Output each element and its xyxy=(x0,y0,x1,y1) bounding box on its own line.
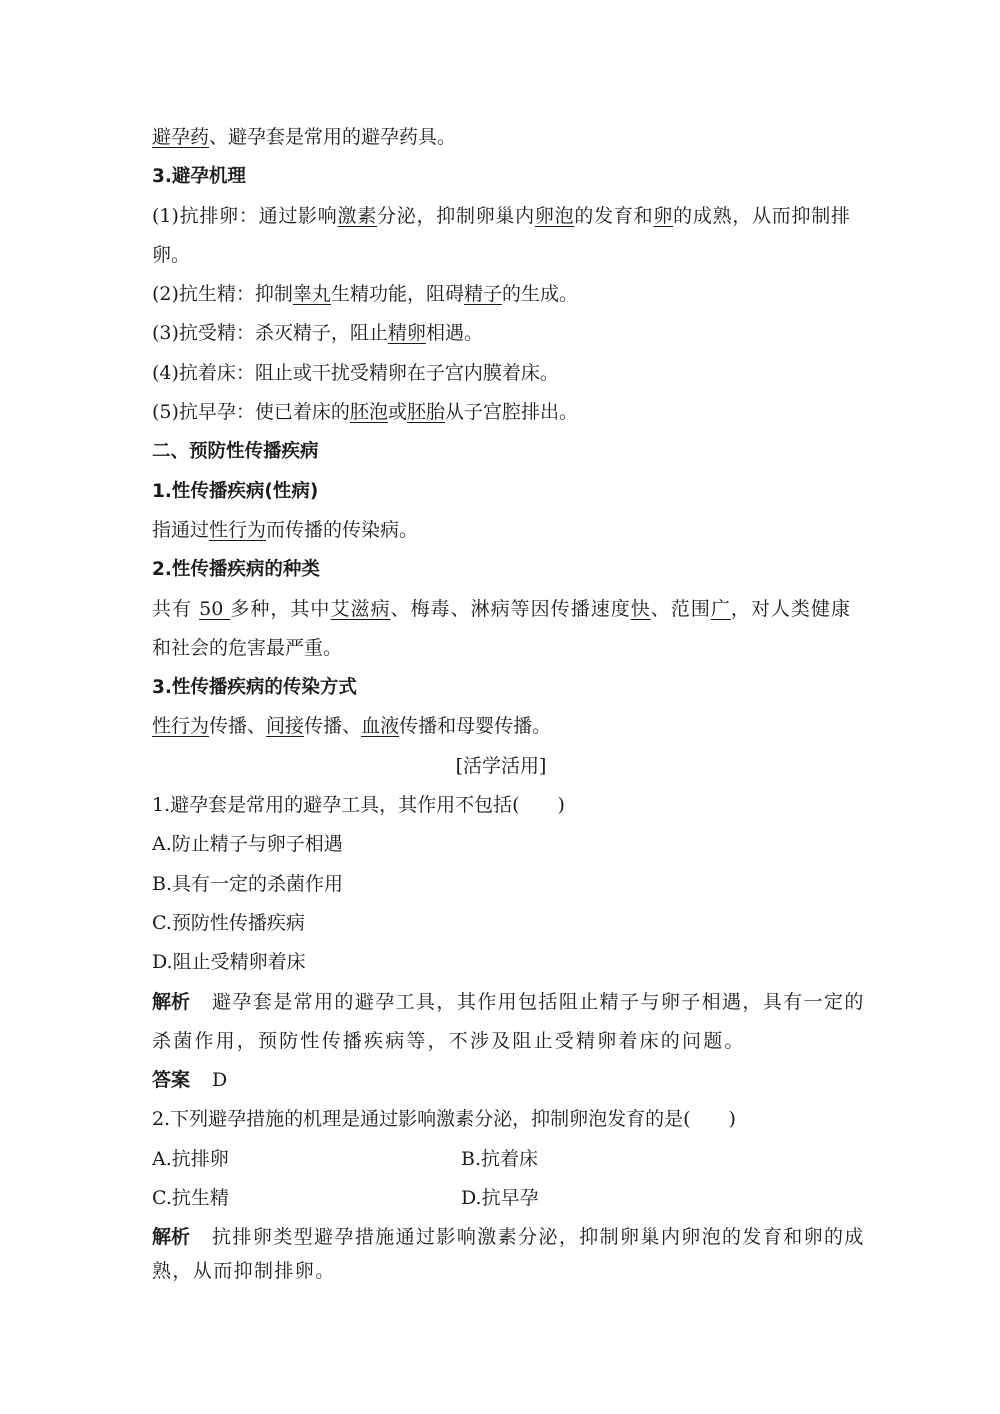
question-2-stem: 2.下列避孕措施的机理是通过影响激素分泌，抑制卵泡发育的是( ) xyxy=(152,1108,736,1131)
question-2-option-a: A.抗排卵 xyxy=(152,1147,229,1170)
question-2-analysis: 解析 抗排卵类型避孕措施通过影响激素分泌，抑制卵巢内卵泡的发育和卵的成 xyxy=(152,1226,865,1249)
answer-label: 答案 xyxy=(152,1069,191,1092)
question-2-option-b: B.抗着床 xyxy=(461,1147,539,1170)
underlined-term: 精子 xyxy=(463,283,502,306)
std-sub1-heading: 1.性传播疾病(性病) xyxy=(152,480,319,502)
mechanism-item-3: (3)抗受精：杀灭精子，阻止精卵相遇。 xyxy=(152,322,483,345)
question-2-option-d: D.抗早孕 xyxy=(461,1187,539,1210)
underlined-term: 胚胎 xyxy=(406,401,445,424)
question-1-option-a: A.防止精子与卵子相遇 xyxy=(152,833,343,856)
contraceptive-tools-line: 避孕药、避孕套是常用的避孕药具。 xyxy=(152,126,457,148)
mechanism-item-1-wrap: 卵。 xyxy=(152,243,191,266)
answer-value: D xyxy=(212,1069,228,1092)
question-1-option-c: C.预防性传播疾病 xyxy=(152,911,305,934)
mechanism-item-2: (2)抗生精：抑制睾丸生精功能，阻碍精子的生成。 xyxy=(152,283,578,306)
std-sub2-heading: 2.性传播疾病的种类 xyxy=(152,559,320,581)
underlined-term: 睾丸 xyxy=(292,283,331,306)
underlined-term: 血液 xyxy=(361,715,400,738)
underlined-term: 性行为 xyxy=(152,715,210,738)
question-1-answer xyxy=(152,1061,850,1100)
question-2-options-row-1 xyxy=(152,1140,850,1179)
mechanism-heading: 3.避孕机理 xyxy=(152,166,246,188)
std-sub1-text: 指通过性行为而传播的传染病。 xyxy=(152,518,419,541)
underlined-term: 精卵 xyxy=(387,322,426,345)
practice-title: [活学活用] xyxy=(455,754,547,777)
underlined-term: 间接 xyxy=(266,715,305,738)
std-sub2-text: 共有 50 多种，其中艾滋病、梅毒、淋病等因传播速度快、范围广，对人类健康 xyxy=(152,597,850,620)
underlined-term: 性行为 xyxy=(209,518,267,541)
underlined-term: 激素 xyxy=(337,204,378,227)
std-sub3-heading: 3.性传播疾病的传染方式 xyxy=(152,677,357,699)
std-section-heading: 二、预防性传播疾病 xyxy=(152,441,319,463)
question-1-option-d: D.阻止受精卵着床 xyxy=(152,951,306,974)
underlined-term: 卵 xyxy=(653,204,674,227)
mechanism-item-5: (5)抗早孕：使已着床的胚泡或胚胎从子宫腔排出。 xyxy=(152,401,578,424)
question-1-analysis-wrap: 杀菌作用，预防性传播疾病等，不涉及阻止受精卵着床的问题。 xyxy=(152,1029,746,1052)
std-sub2-wrap: 和社会的危害最严重。 xyxy=(152,636,343,659)
question-2-options-row-2 xyxy=(152,1179,850,1218)
question-1-analysis: 解析 避孕套是常用的避孕工具，其作用包括阻止精子与卵子相遇，具有一定的 xyxy=(152,990,865,1013)
underlined-term: 避孕药 xyxy=(152,126,210,148)
underlined-term: 胚泡 xyxy=(349,401,388,424)
underlined-term: 艾滋病 xyxy=(330,597,391,620)
analysis-label: 解析 xyxy=(152,990,191,1013)
question-2-option-c: C.抗生精 xyxy=(152,1187,229,1210)
std-sub3-text: 性行为传播、间接传播、血液传播和母婴传播。 xyxy=(152,715,552,738)
question-2-analysis-wrap: 熟，从而抑制排卵。 xyxy=(152,1259,336,1282)
document-page xyxy=(152,118,865,1285)
question-1-stem: 1.避孕套是常用的避孕工具，其作用不包括( ) xyxy=(152,794,565,817)
underlined-term: 广 xyxy=(710,597,731,620)
analysis-label: 解析 xyxy=(152,1226,191,1249)
underlined-term: 快 xyxy=(630,597,651,620)
underlined-term: 50 xyxy=(199,597,231,620)
underlined-term: 卵泡 xyxy=(534,204,575,227)
question-1-option-b: B.具有一定的杀菌作用 xyxy=(152,872,344,895)
mechanism-item-4: (4)抗着床：阻止或干扰受精卵在子宫内膜着床。 xyxy=(152,361,559,384)
mechanism-item-1: (1)抗排卵：通过影响激素分泌，抑制卵巢内卵泡的发育和卵的成熟，从而抑制排 xyxy=(152,204,850,227)
